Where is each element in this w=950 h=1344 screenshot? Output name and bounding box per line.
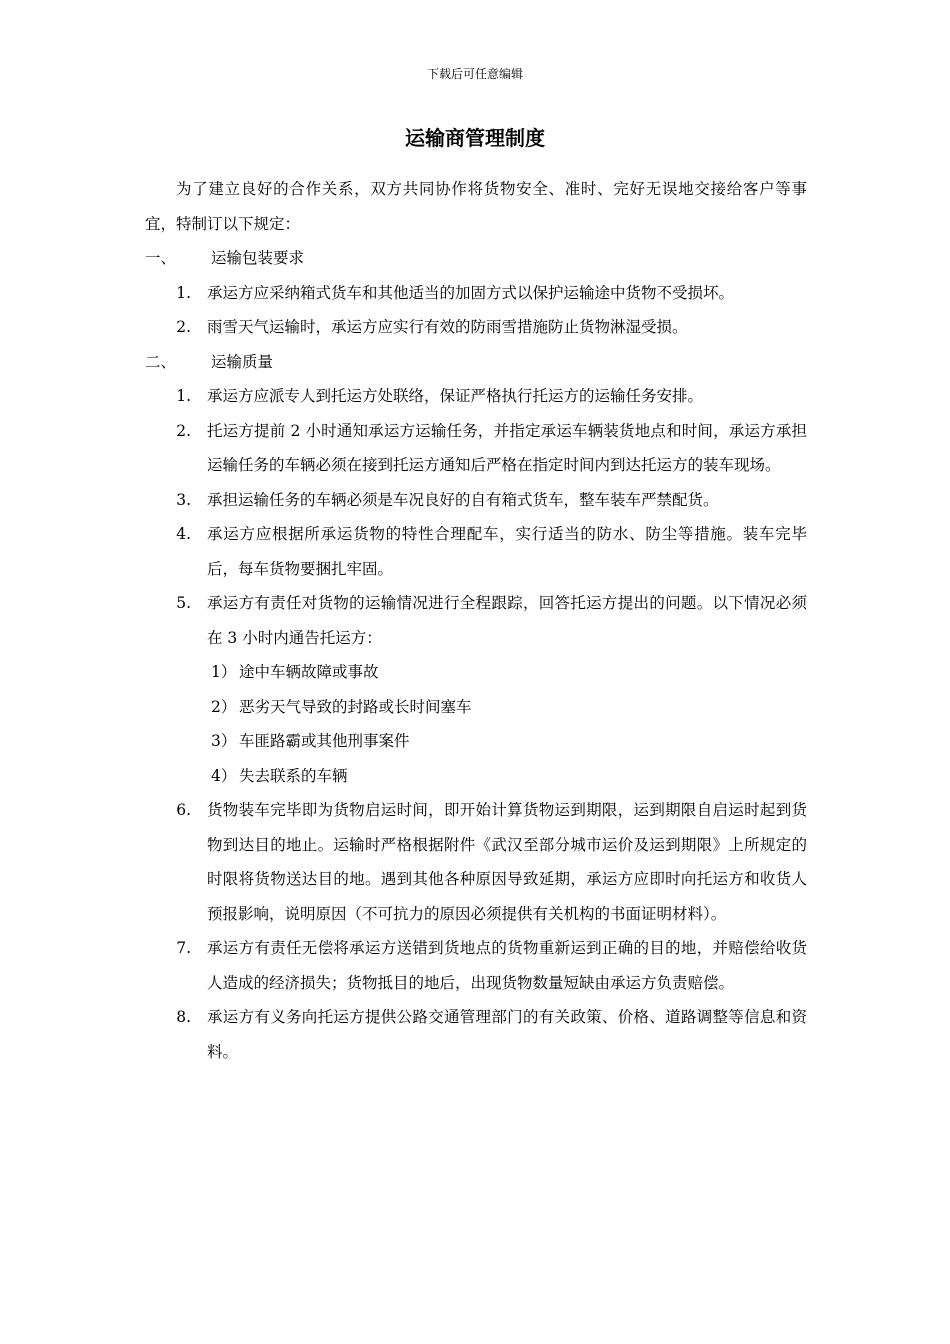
list-item bbox=[145, 793, 807, 931]
list-item bbox=[145, 310, 807, 345]
section-title: 运输包装要求 bbox=[211, 249, 305, 267]
sub-list-item bbox=[145, 759, 807, 794]
section-heading-packaging bbox=[145, 241, 807, 276]
item-number: 6. bbox=[176, 801, 191, 819]
list-item bbox=[145, 379, 807, 414]
sub-item-text: 恶劣天气导致的封路或长时间塞车 bbox=[239, 697, 472, 716]
item-text: 托运方提前 2 小时通知承运方运输任务，并指定承运车辆装货地点和时间，承运方承担运输任务的车辆必须在接到托运方通知后严格在指定时间内到达托运方的装车现场。 bbox=[207, 421, 807, 474]
sub-item-number: 1） bbox=[211, 663, 237, 681]
list-item bbox=[145, 931, 807, 1000]
list-item bbox=[145, 276, 807, 311]
item-text: 承运方应采纳箱式货车和其他适当的加固方式以保护运输途中货物不受损坏。 bbox=[207, 283, 735, 302]
intro-paragraph: 为了建立良好的合作关系，双方共同协作将货物安全、准时、完好无误地交接给客户等事宜，特制订以下规定： bbox=[145, 180, 807, 233]
sub-item-text: 失去联系的车辆 bbox=[239, 766, 348, 785]
sub-item-number: 4） bbox=[211, 766, 237, 785]
sub-item-number: 3） bbox=[211, 732, 237, 750]
list-item bbox=[145, 1000, 807, 1069]
item-number: 2. bbox=[176, 421, 191, 440]
section-number: 二、 bbox=[145, 352, 177, 371]
list-item bbox=[145, 414, 807, 483]
item-text: 承运方有责任无偿将承运方送错到货地点的货物重新运到正确的目的地，并赔偿给收货人造成的经济损失；货物抵目的地后，出现货物数量短缺由承运方负责赔偿。 bbox=[207, 939, 807, 992]
list-item bbox=[145, 483, 807, 518]
item-number: 3. bbox=[176, 490, 191, 509]
document-title: 运输商管理制度 bbox=[405, 126, 545, 150]
document-body bbox=[145, 172, 807, 1069]
item-number: 8. bbox=[176, 1008, 191, 1026]
item-text: 雨雪天气运输时，承运方应实行有效的防雨雪措施防止货物淋湿受损。 bbox=[207, 318, 688, 336]
item-text: 承运方有责任对货物的运输情况进行全程跟踪，回答托运方提出的问题。以下情况必须在 3 小时内通告托运方： bbox=[207, 594, 807, 647]
item-text: 承运方应根据所承运货物的特性合理配车，实行适当的防水、防尘等措施。装车完毕后，每车货物要捆扎牢固。 bbox=[207, 525, 807, 578]
header-note: 下载后可任意编辑 bbox=[426, 67, 523, 81]
item-number: 4. bbox=[176, 525, 191, 543]
sub-item-text: 途中车辆故障或事故 bbox=[239, 663, 379, 681]
item-number: 1. bbox=[176, 387, 191, 405]
list-item bbox=[145, 586, 807, 655]
item-text: 货物装车完毕即为货物启运时间，即开始计算货物运到期限，运到期限自启运时起到货物到达目的地止。运输时严格根据附件《武汉至部分城市运价及运到期限》上所规定的时限将货物送达目的地。遇到其他各种原因导致延期，承运方应即时向托运方和收货人预报影响，说明原因（不可抗力的原因必须提供有关机构的书面证明材料）。 bbox=[207, 801, 807, 923]
sub-list-item bbox=[145, 690, 807, 725]
section-title: 运输质量 bbox=[211, 352, 274, 371]
list-item bbox=[145, 517, 807, 586]
item-number: 1. bbox=[176, 283, 191, 302]
item-text: 承担运输任务的车辆必须是车况良好的自有箱式货车，整车装车严禁配货。 bbox=[207, 490, 719, 509]
sub-item-number: 2） bbox=[211, 697, 237, 716]
sub-item-text: 车匪路霸或其他刑事案件 bbox=[239, 732, 410, 750]
item-text: 承运方有义务向托运方提供公路交通管理部门的有关政策、价格、道路调整等信息和资料。 bbox=[207, 1008, 807, 1061]
sub-list-item bbox=[145, 655, 807, 690]
item-number: 5. bbox=[176, 594, 191, 612]
section-number: 一、 bbox=[145, 249, 177, 267]
item-number: 2. bbox=[176, 318, 191, 336]
sub-list-item bbox=[145, 724, 807, 759]
item-number: 7. bbox=[176, 939, 191, 957]
section-heading-quality bbox=[145, 345, 807, 380]
item-text: 承运方应派专人到托运方处联络，保证严格执行托运方的运输任务安排。 bbox=[207, 387, 704, 405]
